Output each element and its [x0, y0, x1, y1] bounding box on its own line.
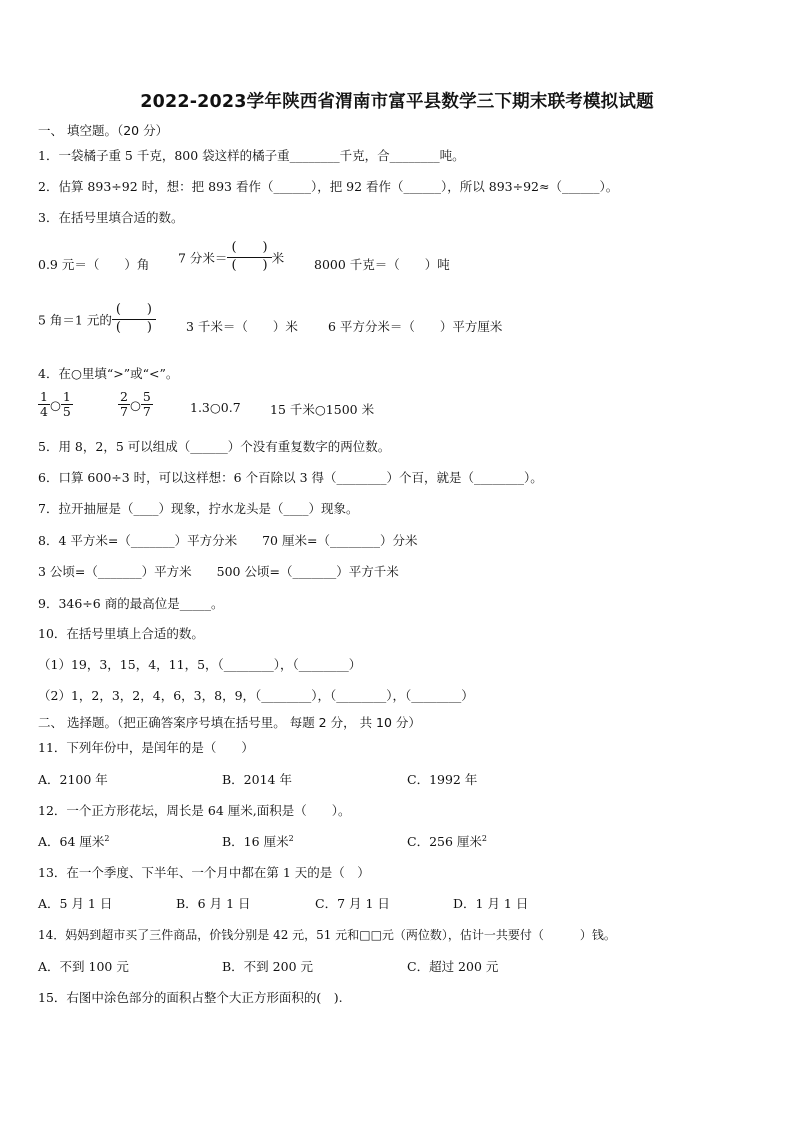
denominator: 5	[62, 404, 71, 420]
question-13: 13．在一个季度、下半年、一个月中都在第 1 天的是（ ）	[38, 865, 370, 880]
q14-option-c: C．超过 200 元	[407, 959, 499, 974]
superscript-2: 2	[104, 833, 110, 843]
fraction-five-sevenths	[141, 390, 153, 420]
q13-option-c: C．7 月 1 日	[315, 896, 390, 911]
q12-option-b	[222, 832, 294, 850]
fraction-denominator-blank: ( )	[112, 319, 156, 337]
q14-option-b: B．不到 200 元	[222, 959, 313, 974]
q3-item-km-m: 3 千米＝（ ）米	[186, 319, 298, 334]
option-text: C．256 厘米	[407, 834, 482, 849]
q3-item-kg-ton: 8000 千克＝（ ）吨	[314, 257, 450, 272]
q4-compare-decimals: 1.3○0.7	[190, 400, 241, 415]
numerator: 1	[62, 389, 71, 404]
q12-option-a	[38, 832, 110, 850]
q3-item-jiao-prefix: 5 角＝1 元的	[38, 312, 112, 328]
question-10-part-1: （1）19，3，15，4，11，5，（________），（________）	[38, 657, 362, 672]
fraction-blank	[227, 240, 271, 275]
fraction-numerator-blank: ( )	[231, 240, 268, 255]
question-6: 6．口算 600÷3 时，可以这样想：6 个百除以 3 得（________）个百，就是（________）。	[38, 470, 543, 485]
option-text: A．64 厘米	[38, 834, 105, 849]
question-12: 12．一个正方形花坛，周长是 64 厘米,面积是（ ）。	[38, 803, 351, 818]
compare-circle: ○	[49, 397, 61, 413]
denominator: 7	[120, 404, 128, 420]
section-fill-in-header: 一、 填空题。（20 分）	[38, 123, 169, 138]
question-2: 2．估算 893÷92 时，想：把 893 看作（______），把 92 看作（______），所以 893÷92≈（______）。	[38, 179, 619, 194]
section-choice-header: 二、 选择题。（把正确答案序号填在括号里。 每题 2 分， 共 10 分）	[38, 715, 421, 730]
question-4: 4．在○里填“>”或“<”。	[38, 366, 179, 381]
q3-item-fenmi-mi	[178, 240, 284, 275]
option-text: B．16 厘米	[222, 834, 289, 849]
q11-option-b: B．2014 年	[222, 772, 292, 787]
question-8-row-1: 8．4 平方米=（_______）平方分米 70 厘米=（________）分米	[38, 533, 418, 548]
compare-circle: ○	[129, 397, 141, 413]
question-11: 11．下列年份中，是闰年的是（ ）	[38, 740, 254, 755]
q4-compare-fractions-2	[118, 390, 153, 420]
question-14: 14．妈妈到超市买了三件商品，价钱分别是 42 元，51 元和□□元（两位数），估计一共要付（ ）钱。	[38, 928, 616, 942]
q3-item-dm2-cm2: 6 平方分米＝（ ）平方厘米	[328, 319, 503, 334]
q11-option-c: C．1992 年	[407, 772, 478, 787]
fraction-two-sevenths	[118, 390, 130, 420]
question-1: 1．一袋橘子重 5 千克，800 袋这样的橘子重________千克，合________吨。	[38, 148, 465, 163]
question-3: 3．在括号里填合适的数。	[38, 210, 184, 225]
question-9: 9．346÷6 商的最高位是_____。	[38, 596, 224, 611]
q3-item-fenmi-prefix: 7 分米＝	[178, 250, 228, 266]
q13-option-a: A．5 月 1 日	[38, 896, 113, 911]
q13-option-d: D．1 月 1 日	[453, 896, 529, 911]
superscript-2: 2	[288, 833, 294, 843]
q4-compare-lengths: 15 千米○1500 米	[270, 402, 375, 417]
q4-compare-fractions-1	[38, 390, 73, 420]
q12-option-c	[407, 832, 487, 850]
question-7: 7．拉开抽屉是（____）现象，拧水龙头是（____）现象。	[38, 501, 359, 516]
fraction-numerator-blank: ( )	[115, 302, 153, 317]
fraction-blank	[112, 302, 156, 337]
numerator: 1	[40, 389, 48, 404]
q11-option-a: A．2100 年	[38, 772, 108, 787]
superscript-2: 2	[481, 833, 487, 843]
q3-item-yuan-jiao: 0.9 元＝（ ）角	[38, 257, 150, 272]
question-10: 10．在括号里填上合适的数。	[38, 626, 204, 641]
question-5: 5．用 8，2，5 可以组成（______）个没有重复数字的两位数。	[38, 439, 391, 454]
fraction-one-fifth	[61, 390, 73, 420]
numerator: 2	[120, 389, 128, 404]
question-8-row-2: 3 公顷=（_______）平方米 500 公顷=（_______）平方千米	[38, 564, 399, 579]
q3-item-fenmi-suffix: 米	[271, 250, 285, 266]
denominator: 7	[142, 404, 151, 420]
page-title: 2022-2023学年陕西省渭南市富平县数学三下期末联考模拟试题	[140, 92, 654, 112]
q3-item-jiao-yuan	[38, 302, 156, 337]
question-10-part-2: （2）1，2，3，2，4，6，3，8，9，（________），（________），（________）	[38, 688, 474, 703]
fraction-one-fourth	[38, 390, 50, 420]
denominator: 4	[40, 404, 48, 420]
q14-option-a: A．不到 100 元	[38, 959, 129, 974]
fraction-denominator-blank: ( )	[227, 257, 271, 275]
q13-option-b: B．6 月 1 日	[176, 896, 251, 911]
numerator: 5	[142, 389, 151, 404]
question-15: 15．右图中涂色部分的面积占整个大正方形面积的( ).	[38, 990, 343, 1005]
